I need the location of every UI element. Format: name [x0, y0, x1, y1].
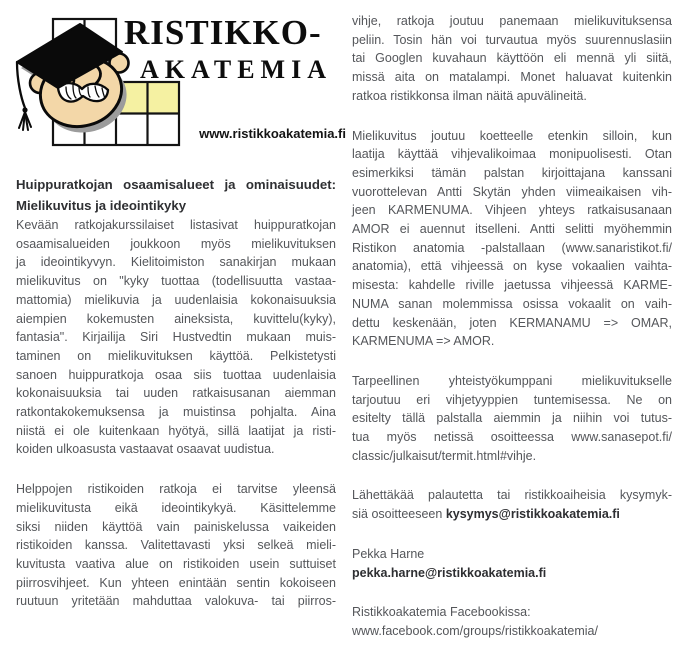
- text-line: taminen on mielikuvituksen käyttöä. Pelkistetysti: [16, 348, 336, 363]
- bold-text: pekka.harne@ristikkoakatemia.fi: [352, 565, 547, 580]
- paragraph: [352, 603, 672, 640]
- text-line: ruutuun yritetään mahduttaa valokuva- tai piirros-: [16, 594, 336, 609]
- text-line: mielikuvitusta eikä ideointikykyä. Käsittelemme: [16, 500, 336, 515]
- text-line: kuvitusta vaativa alue on ristikoiden usein suttuiset: [16, 556, 336, 571]
- text-line: ratkoa ristikkonsa ilman näitä apuvälineitä.: [352, 88, 587, 103]
- text-line: kokonaisuuksia tai uuden ratkaisusanan aiemman: [16, 386, 336, 401]
- text-line: tai Googlen kuvahaun käyttöön eli mennä yli siitä,: [352, 51, 672, 66]
- text-line: tua myös netissä osoitteessa www.sanasepot.fi/: [352, 430, 672, 445]
- text-line: vihje, ratkoja joutuu panemaan mielikuvituksensa: [352, 14, 672, 28]
- text-line: siksi niiden käyttöä vain painiskelussa vaikeiden: [16, 519, 336, 534]
- paragraph: [352, 372, 672, 466]
- text-line: fantasia". Kirjailija Siri Hustvedtin mukaan muis-: [16, 330, 336, 345]
- text-line: siä osoitteeseen kysymys@ristikkoakatemia.fi: [352, 507, 620, 522]
- text-line: laatija käyttää vihjevalikoimaa monipuolisesti. Otan: [352, 147, 672, 162]
- text-line: mattomia) mielikuvia ja uudenlaisia kokonaisuuksia: [16, 292, 336, 307]
- text-line: missä aita on matalampi. Monet haluavat kuitenkin: [352, 70, 672, 85]
- text-line: [352, 564, 672, 583]
- column-left: [16, 0, 336, 645]
- text-line: sanoen huippuratkoja osaa siis tuottaa uudenlaisia: [16, 367, 336, 382]
- bold-text: kysymys@ristikkoakatemia.fi: [445, 507, 620, 522]
- text-line: koiden ulkoasusta vastaavat osaavat uudistua.: [16, 442, 275, 457]
- text-line: ristikoiden kanssa. Valitettavasti yksi selkeä mieli-: [16, 538, 336, 553]
- text-line: vuorottelevan Antti Skytän yhden viimeaikaisen vih-: [352, 184, 672, 199]
- logo-website-text: www.ristikkoakatemia.fi: [199, 126, 346, 141]
- text-line: esimerkiksi tämän palstan kirjoittajana kanssani: [352, 165, 672, 180]
- paragraph: [16, 216, 336, 459]
- text-line: mielikuvitus on "kyky tuottaa (todellisuutta vastaa-: [16, 274, 336, 289]
- paragraph: [16, 480, 336, 611]
- text-line: misesta: kahdelle riville jaetussa vihjeessä KARME-: [352, 278, 672, 293]
- text-line: jeen KARMENUMA. Vihjeen yhteys ratkaisusanaan: [352, 203, 672, 218]
- text-line: Ristikon anatomia -palstallaan (www.sanaristikot.fi/: [352, 240, 672, 255]
- text-line: Huippuratkojan osaamisalueet ja ominaisuudet:: [16, 177, 336, 192]
- text-line: niistä ei ole kuitenkaan hyötyä, sillä laatijat ja risti-: [16, 423, 336, 438]
- text-line: Mielikuvitus ja ideointikyky: [16, 198, 187, 213]
- text-line: Tarpeellinen yhteistyökumppani mielikuvitukselle: [352, 373, 672, 388]
- text-line: classic/julkaisut/termit.html#vihje.: [352, 448, 537, 463]
- text-line: Kevään ratkojakurssilaiset listasivat huippuratkojan: [16, 218, 336, 232]
- text-line: anatomia), että vihjeessä on kyse vokaalien vaihta-: [352, 259, 672, 274]
- text-line: Lähettäkää palautetta tai ristikkoaiheisia kysymyk-: [352, 488, 672, 503]
- logo-title-line2: AKATEMIA: [140, 55, 332, 84]
- text-line: Ristikkoakatemia Facebookissa:: [352, 605, 531, 620]
- paragraph: [352, 127, 672, 351]
- text-line: piirrosvihjeet. Kun yhteen enintään sentin kokoiseen: [16, 575, 336, 590]
- text-line: KARMENUMA => AMOR.: [352, 334, 495, 349]
- text-line: ja ideointikyvyn. Kielitoimiston sanakirjan mukaan: [16, 255, 336, 270]
- right-column-paragraphs: [352, 12, 672, 641]
- text-line: Mielikuvitus joutuu koetteelle etenkin silloin, kun: [352, 128, 672, 143]
- text-line: NUMA sanan molemmissa osissa vokaalit on vaih-: [352, 296, 672, 311]
- text-line: esitelty tällä palstalla aiemmin ja niihin voi tutus-: [352, 411, 672, 426]
- column-right: [352, 0, 672, 645]
- text-line: Pekka Harne: [352, 546, 425, 561]
- text-line: www.facebook.com/groups/ristikkoakatemia/: [352, 623, 598, 638]
- left-column-paragraphs: [16, 216, 336, 611]
- text-line: ratkontakokemuksensa ja muistinsa pohjalta. Aina: [16, 405, 336, 420]
- text-line: peliin. Tosin hän voi turvautua myös suurennuslasiin: [352, 32, 672, 47]
- text-line: tarjoutuu eri vihjetyyppien tuntemisessa. Ne on: [352, 392, 672, 407]
- text-line: osaamisalueiden joukkoon myös mielikuvituksen: [16, 236, 336, 251]
- logo-spacer: [16, 0, 336, 174]
- article-heading: [16, 174, 336, 216]
- logo-title-line1: RISTIKKO-: [124, 13, 322, 52]
- text-line: Helppojen ristikoiden ratkoja ei tarvitse yleensä: [16, 482, 336, 497]
- text-line: AMOR ei auennut itselleni. Antti selitti myöhemmin: [352, 222, 672, 237]
- paragraph: [352, 486, 672, 523]
- text-line: dettu keskenään, joten KERMANAMU => OMAR,: [352, 315, 672, 330]
- paragraph: [352, 545, 672, 582]
- text-line: aiempien kokemusten aineksista, kuvittelu(kyky),: [16, 311, 336, 326]
- paragraph: [352, 12, 672, 106]
